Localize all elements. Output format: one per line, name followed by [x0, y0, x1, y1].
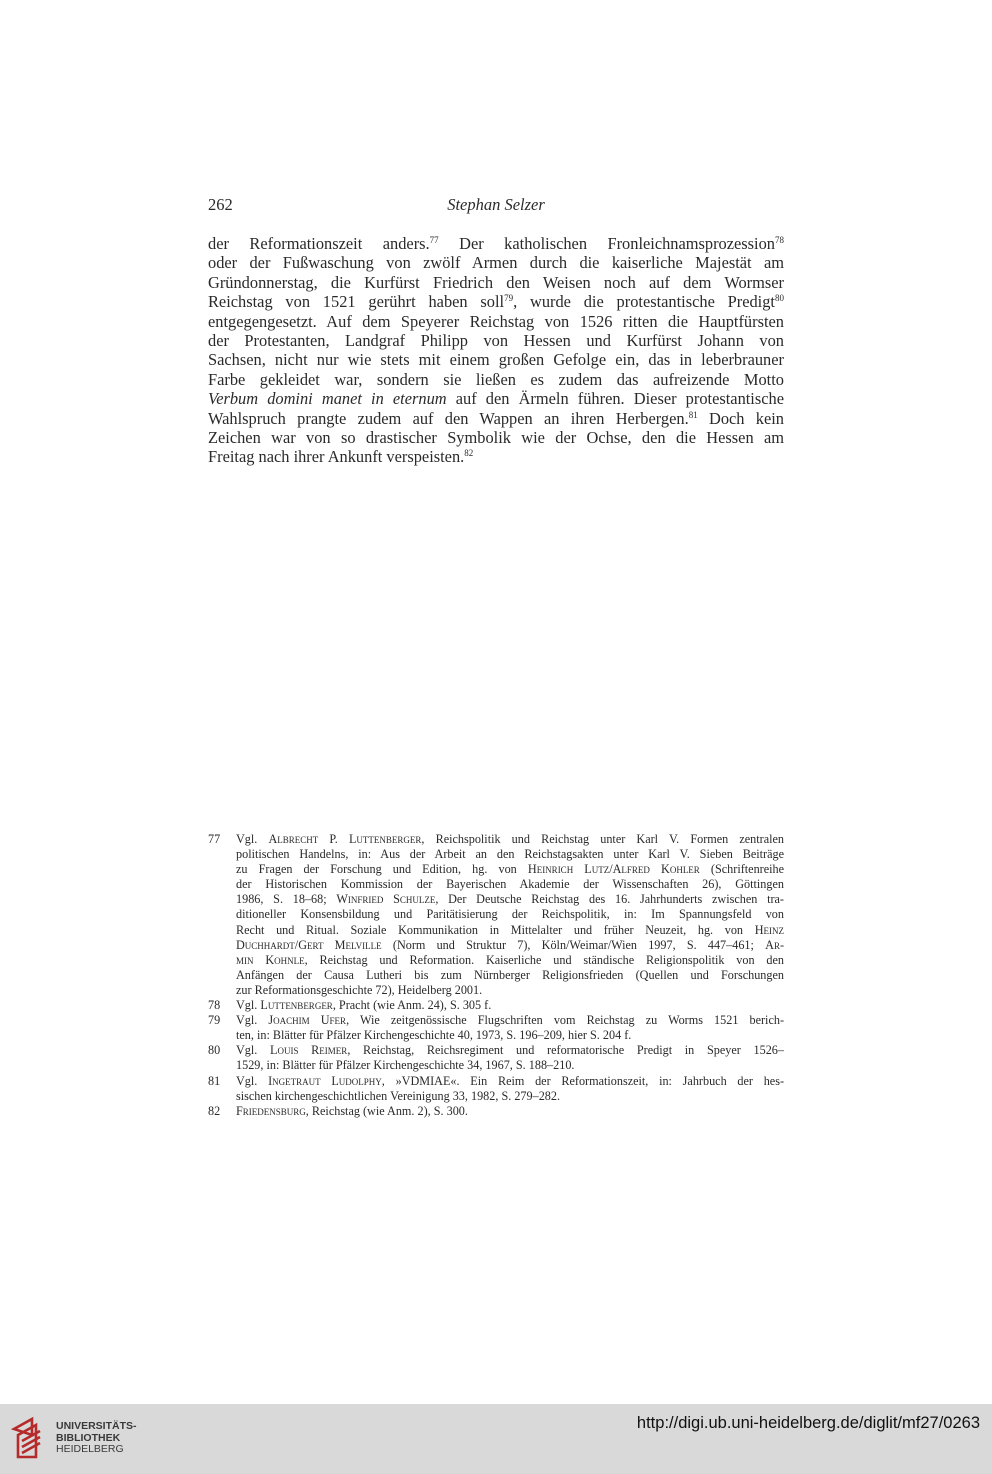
author-name: Luttenberger — [260, 998, 333, 1013]
footnote-text: (Norm und Struktur 7), Köln/Weimar/Wien 1997, S. 447–461; — [381, 937, 766, 952]
footnote-text: zu Fragen der Forschung und Edition, hg. von — [236, 862, 528, 877]
author-name: Friedensburg — [236, 1103, 306, 1118]
footnote-text: Vgl. — [236, 832, 269, 846]
footnote-line — [236, 923, 784, 938]
logo-line: UNIVERSITÄTS- — [56, 1420, 137, 1432]
footnote-line — [236, 968, 784, 983]
footnote-text: ditioneller Konsensbildung und Paritätisierung der Reichspolitik, in: Im Spannungsfeld von — [236, 907, 784, 922]
footnote-line — [236, 1104, 784, 1119]
body-line: Zeichen war von so drastischer Symbolik wie der Ochse, den die Hessen am — [208, 428, 784, 448]
footnote-number: 79 — [208, 1013, 221, 1028]
running-title: Stephan Selzer — [447, 195, 545, 214]
body-line: Reichstag von 1521 gerührt haben soll$^{79}$, wurde die protestantische Predigt$^{80}$ — [208, 292, 784, 312]
body-line: der Protestanten, Landgraf Philipp von Hessen und Kurfürst Johann von — [208, 331, 784, 351]
footnote-line — [236, 877, 784, 892]
viewer-footer-bar — [0, 1404, 992, 1474]
footnote-line — [236, 832, 784, 847]
footnote-text: , Der Deutsche Reichstag des 16. Jahrhunderts zwischen tra- — [435, 892, 784, 907]
footnote-ref[interactable]: 80 — [775, 293, 784, 304]
latin-motto: Verbum domini manet in eternum — [208, 389, 447, 409]
footnote-line — [236, 983, 784, 998]
body-line: Sachsen, nicht nur wie stets mit einem großen Gefolge ein, das in leberbrauner — [208, 350, 784, 370]
footnote-text: zur Reformationsgeschichte 72), Heidelberg 2001. — [236, 982, 483, 997]
library-logo-icon — [8, 1415, 52, 1461]
body-line: entgegengesetzt. Auf dem Speyerer Reichstag von 1526 ritten die Hauptfürsten — [208, 311, 784, 331]
footnote-line — [236, 1089, 784, 1104]
footnote — [208, 1074, 784, 1104]
footnote-number: 82 — [208, 1103, 221, 1118]
author-name: Joachim Ufer — [268, 1013, 347, 1028]
footnote-text: Vgl. — [236, 1013, 269, 1028]
footnote-text: , Reichstag, Reichsregiment und reformatorische Predigt in Speyer 1526– — [347, 1043, 784, 1058]
footnote-line — [236, 1058, 784, 1073]
footnote-ref[interactable]: 77 — [429, 235, 439, 245]
footnote-text: (Schriftenreihe — [699, 862, 785, 877]
author-name: Albrecht P. Luttenberger — [268, 832, 422, 846]
footnote-line — [236, 847, 784, 862]
footnote-line — [236, 953, 784, 968]
author-name: min Kohnle — [236, 952, 305, 967]
footnote-text: Vgl. — [236, 998, 261, 1013]
author-name: Ingetraut Ludolphy — [268, 1073, 382, 1088]
footnote — [208, 998, 784, 1013]
author-name: Ar- — [765, 937, 785, 952]
footnote-line — [236, 1028, 784, 1043]
author-name: Heinrich Lutz/Alfred Kohler — [527, 862, 700, 877]
permalink-url[interactable]: http://digi.ub.uni-heidelberg.de/diglit/mf27/0263 — [636, 1414, 980, 1432]
footnote-ref[interactable]: 78 — [775, 235, 784, 245]
footnote-line — [236, 1043, 784, 1058]
footnote-number: 77 — [208, 832, 221, 846]
footnote-text: , Pracht (wie Anm. 24), S. 305 f. — [332, 998, 492, 1013]
footnote-text: ten, in: Blätter für Pfälzer Kirchengeschichte 40, 1973, S. 196–209, hier S. 204 f. — [236, 1028, 632, 1043]
footnote-text: , Wie zeitgenössische Flugschriften vom Reichstag zu Worms 1521 berich- — [346, 1013, 785, 1028]
logo-line: BIBLIOTHEK — [56, 1431, 121, 1444]
footnote-line — [236, 892, 784, 907]
footnote-text: sischen kirchengeschichtlichen Vereinigung 33, 1982, S. 279–282. — [236, 1088, 561, 1103]
footnote-number: 80 — [208, 1043, 221, 1058]
body-paragraph — [208, 234, 784, 467]
footnote-line — [236, 862, 784, 877]
footnote-number: 81 — [208, 1073, 221, 1088]
footnote-text: Vgl. — [236, 1043, 271, 1058]
footnote-text: Anfängen der Causa Lutheri bis zum Nürnberger Religionsfrieden (Quellen und Forschungen — [236, 967, 784, 982]
body-line: Farbe gekleidet war, sondern sie ließen es zudem das aufreizende Motto — [208, 369, 784, 389]
footnote-text: 1986, S. 18–68; — [236, 892, 337, 907]
footnote-text: Recht und Ritual. Soziale Kommunikation in Mittelalter und früher Neuzeit, hg. von — [236, 922, 755, 937]
footnotes-section — [208, 832, 784, 1119]
body-line: Freitag nach ihrer Ankunft verspeisten.$^{82}$ — [208, 447, 474, 467]
footnote-ref[interactable]: 81 — [688, 409, 698, 420]
footnote-text: , Reichspolitik und Reichstag unter Karl V. Formen zentralen — [421, 832, 785, 846]
page-number: 262 — [208, 195, 233, 214]
footnote — [208, 1043, 784, 1073]
footnote-text: , Reichstag und Reformation. Kaiserliche und ständische Religionspolitik von den — [304, 952, 785, 967]
body-line: der Reformationszeit anders.$^{77}$ Der katholischen Fronleichnamsprozession$^{78}$ — [208, 234, 784, 253]
footnote-line — [236, 1013, 784, 1028]
footnote-text: , Reichstag (wie Anm. 2), S. 300. — [305, 1103, 468, 1118]
body-line: Verbum domini manet in eternum auf den Ärmeln führen. Dieser protestantische — [208, 389, 784, 409]
footnote-text: 1529, in: Blätter für Pfälzer Kirchengeschichte 34, 1967, S. 188–210. — [236, 1058, 575, 1073]
footnote-text: Vgl. — [236, 1073, 269, 1088]
footnote-ref[interactable]: 79 — [504, 293, 514, 304]
body-line: Gründonnerstag, die Kurfürst Friedrich den Weisen noch auf dem Wormser — [208, 272, 784, 292]
footnote-line — [236, 907, 784, 922]
footnote-line — [236, 938, 784, 953]
footnote — [208, 832, 784, 998]
body-line: Wahlspruch prangte zudem auf den Wappen an ihren Herbergen.$^{81}$ Doch kein — [208, 408, 785, 428]
footnote-line — [236, 998, 784, 1013]
footnote-line — [236, 1074, 784, 1089]
logo-line: HEIDELBERG — [56, 1443, 124, 1455]
body-line: oder der Fußwaschung von zwölf Armen durch die kaiserliche Majestät am — [208, 253, 784, 273]
footnote-text: politischen Handelns, in: Aus der Arbeit an den Reichstagsakten unter Karl V. Sieben Beiträge — [236, 847, 784, 862]
author-name: Winfried Schulze — [336, 892, 436, 907]
author-name: Louis Reimer — [270, 1043, 348, 1058]
footnote-text: , »VDMIAE«. Ein Reim der Reformationszeit, in: Jahrbuch der hes- — [381, 1073, 785, 1088]
footnote — [208, 1013, 784, 1043]
footnote — [208, 1104, 784, 1119]
footnote-number: 78 — [208, 998, 221, 1013]
author-name: Heinz — [754, 922, 784, 937]
author-name: Duchhardt/Gert Melville — [236, 937, 382, 952]
library-logo-text — [56, 1421, 137, 1456]
footnote-ref[interactable]: 82 — [464, 448, 474, 459]
page-header — [208, 195, 784, 217]
footnote-text: der Historischen Kommission der Bayerischen Akademie der Wissenschaften 26), Göttingen — [236, 877, 784, 892]
